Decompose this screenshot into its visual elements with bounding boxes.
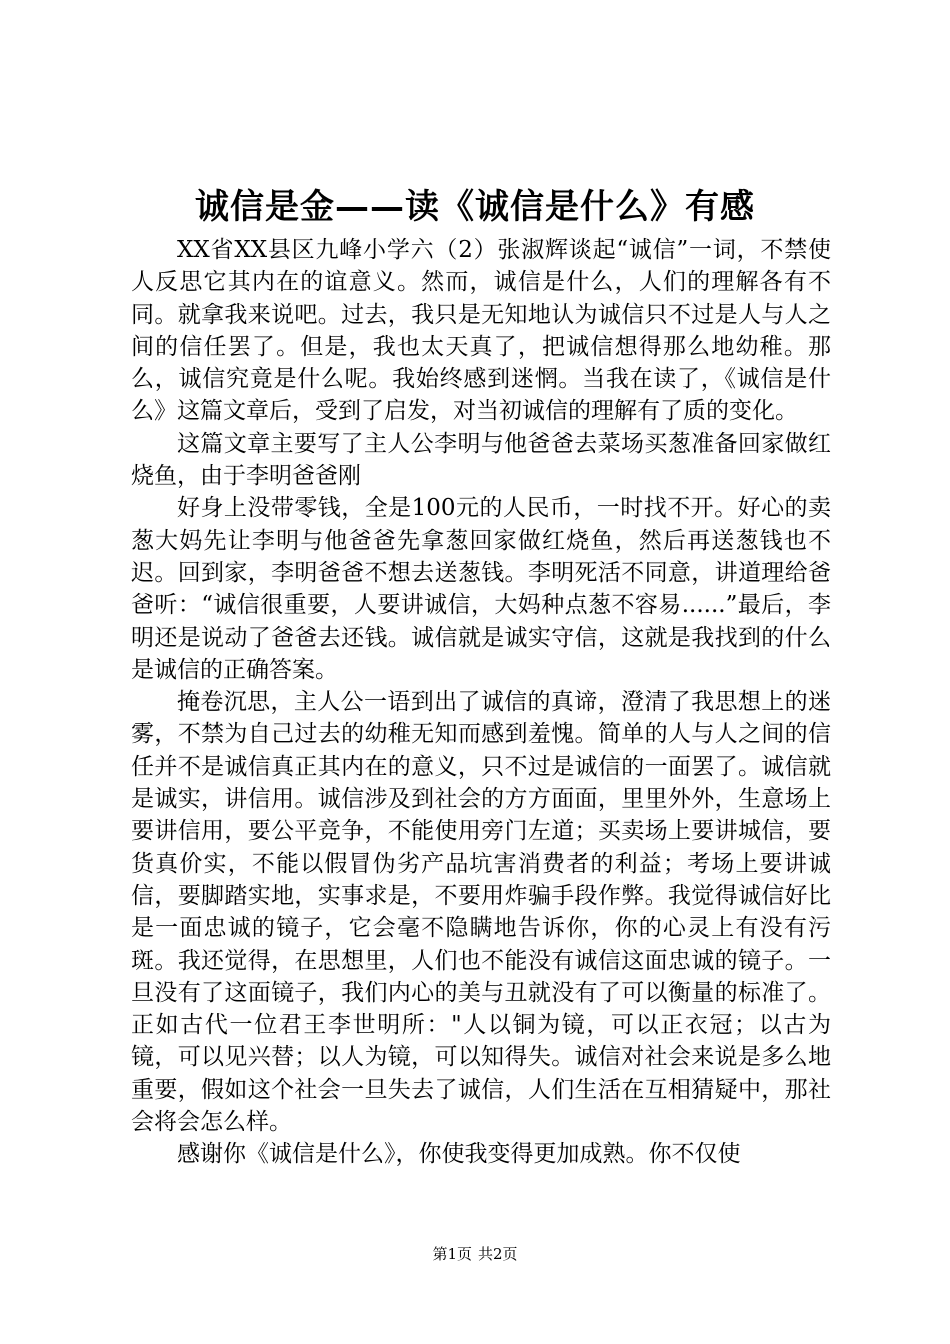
page-number: 第1页 bbox=[432, 1245, 472, 1263]
paragraph-4: 掩卷沉思，主人公一语到出了诚信的真谛，澄清了我思想上的迷雾，不禁为自己过去的幼稚无知而感到羞愧。简单的人与人之间的信任并不是诚信真正其内在的意义，只不过是诚信的一面罢了。诚信就是诚实，讲信用。诚信涉及到社会的方方面面，里里外外，生意场上要讲信用，要公平竞争，不能使用旁门左道；买卖场上要讲城信，要货真价实，不能以假冒伪劣产品坑害消费者的利益；考场上要讲诚信，要脚踏实地，实事求是，不要用炸骗手段作弊。我觉得诚信好比是一面忠诚的镜子，它会毫不隐瞒地告诉你，你的心灵上有没有污斑。我还觉得，在思想里，人们也不能没有诚信这面忠诚的镜子。一旦没有了这面镜子，我们内心的美与丑就没有了可以衡量的标准了。正如古代一位君王李世明所："人以铜为镜，可以正衣冠；以古为镜，可以见兴替；以人为镜，可以知得失。诚信对社会来说是多么地重要，假如这个社会一旦失去了诚信，人们生活在互相猜疑中，那社会将会怎么样。 bbox=[131, 689, 831, 1136]
paragraph-1: XX省XX县区九峰小学六（2）张淑辉谈起“诚信”一词，不禁使人反思它其内在的谊意义。然而，诚信是什么，人们的理解各有不同。就拿我来说吧。过去，我只是无知地认为诚信只不过是人与人之间的信任罢了。但是，我也太天真了，把诚信想得那么地幼稚。那么，诚信究竟是什么呢。我始终感到迷惘。当我在读了，《诚信是什么》这篇文章后，受到了启发，对当初诚信的理解有了质的变化。 bbox=[131, 237, 831, 425]
page-footer bbox=[0, 1244, 950, 1264]
paragraph-5: 感谢你《诚信是什么》，你使我变得更加成熟。你不仅使 bbox=[177, 1141, 741, 1168]
document-title: 诚信是金——读《诚信是什么》有感 bbox=[195, 187, 755, 227]
page-total: 共2页 bbox=[478, 1245, 518, 1263]
paragraph-3: 好身上没带零钱，全是100元的人民币，一时找不开。好心的卖葱大妈先让李明与他爸爸先拿葱回家做红烧鱼，然后再送葱钱也不迟。回到家，李明爸爸不想去送葱钱。李明死活不同意，讲道理给爸爸听：“诚信很重要，人要讲诚信，大妈种点葱不容易......”最后，李明还是说动了爸爸去还钱。诚信就是诚实守信，这就是我找到的什么是诚信的正确答案。 bbox=[131, 495, 831, 683]
document-body bbox=[131, 234, 831, 1171]
paragraph-2: 这篇文章主要写了主人公李明与他爸爸去菜场买葱准备回家做红烧鱼，由于李明爸爸刚 bbox=[131, 430, 831, 490]
